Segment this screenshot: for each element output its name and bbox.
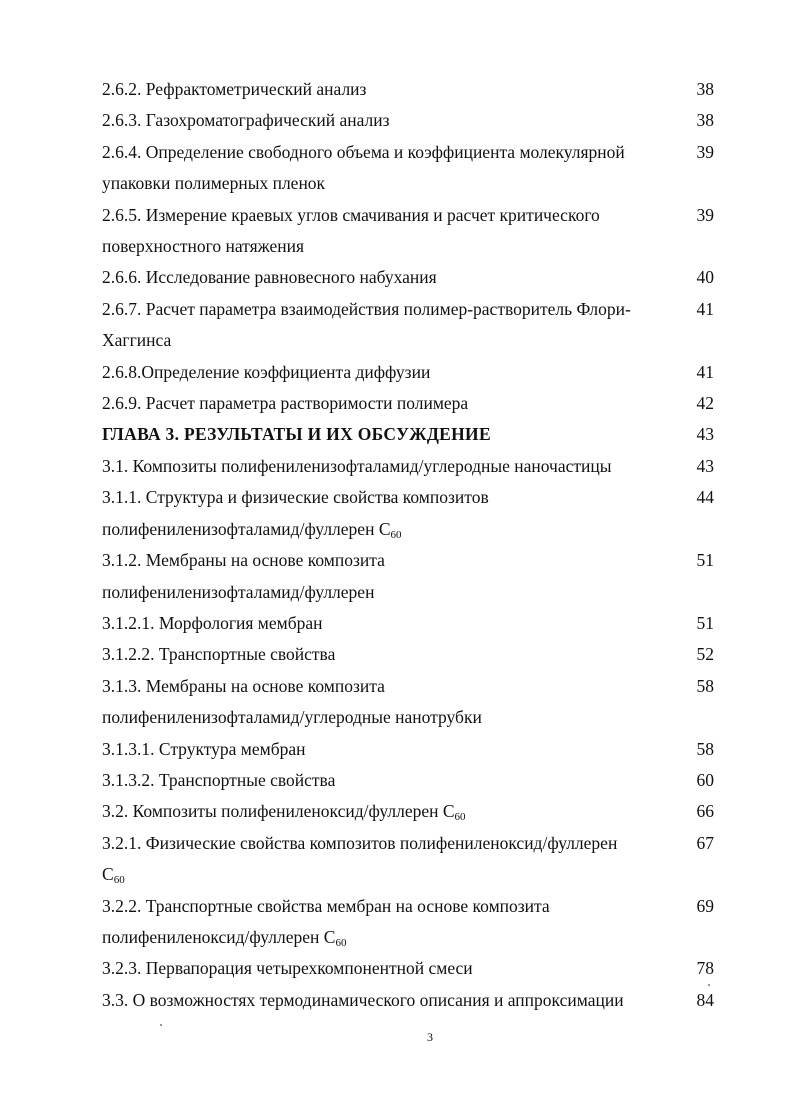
toc-entry-title: 3.3. О возможностях термодинамического описания и аппроксимации [102,989,624,1010]
toc-entry-page: 69 [696,895,714,916]
toc-entry-3-1 [102,451,714,482]
toc-entry-title: 3.1.2.2. Транспортные свойства [102,644,336,665]
scan-speck [160,1024,162,1026]
toc-entry-title: 3.1.3.2. Транспортные свойства [102,769,336,790]
toc-entry-title-continuation: полифениленизофталамид/фуллерен $C_{60}$ [102,518,402,541]
toc-entry-title: 3.1.2.1. Морфология мембран [102,612,323,633]
toc-entry-2-6-5 [102,200,714,263]
toc-entry-page: 43 [696,455,714,476]
toc-entry-title: 2.6.3. Газохроматографический анализ [102,110,390,131]
toc-entry-page: 58 [696,675,714,696]
toc-entry-3-3 [102,985,714,1016]
toc-entry-title: 3.1. Композиты полифениленизофталамид/углеродные наночастицы [102,455,612,476]
toc-entry-page: 44 [696,487,714,508]
toc-entry-3-2 [102,796,714,827]
toc-entry-page: 39 [696,141,714,162]
toc-entry-title-continuation: полифениленоксид/фуллерен $C_{60}$ [102,926,347,949]
toc-entry-title: 2.6.6. Исследование равновесного набухания [102,267,437,288]
toc-entry-title-continuation: полифениленизофталамид/фуллерен [102,581,375,602]
toc-entry-title: 2.6.8.Определение коэффициента диффузии [102,361,431,382]
toc-entry-page: 41 [696,298,714,319]
toc-entry-title: 2.6.4. Определение свободного объема и коэффициента молекулярной [102,141,625,162]
toc-entry-title: 2.6.7. Расчет параметра взаимодействия полимер-растворитель Флори- [102,298,631,319]
toc-entry-page: 43 [696,424,714,445]
toc-entry-page: 51 [696,550,714,571]
toc-entry-title-continuation: Хаггинса [102,330,172,351]
toc-entry-page: 67 [696,832,714,853]
subscript: 60 [454,811,466,824]
toc-entry-2-6-9 [102,388,714,419]
toc-entry-title-continuation: поверхностного натяжения [102,236,305,257]
toc-entry-title: 3.1.2. Мембраны на основе композита [102,550,385,571]
toc-entry-page: 42 [696,393,714,414]
subscript: 60 [113,874,125,887]
toc-entry-page: 41 [696,361,714,382]
toc-entry-page: 51 [696,612,714,633]
toc-entry-3-2-3 [102,953,714,984]
toc-entry-3-1-3-1 [102,734,714,765]
toc-entry-title: 3.1.3.1. Структура мембран [102,738,306,759]
toc-entry-page: 60 [696,769,714,790]
subscript: 60 [390,528,402,541]
toc-entry-title: 3.1.1. Структура и физические свойства композитов [102,487,489,508]
toc-entry-3-1-2-2 [102,639,714,670]
toc-entry-page: 84 [696,989,714,1010]
toc-entry-2-6-4 [102,137,714,200]
toc-entry-title: 2.6.2. Рефрактометрический анализ [102,79,367,99]
toc-entry-2-6-6 [102,262,714,293]
toc-entry-page: 38 [696,110,714,131]
toc-entry-title: 3.1.3. Мембраны на основе композита [102,675,385,696]
toc-entry-title: 3.2.2. Транспортные свойства мембран на основе композита [102,895,550,916]
subscript: 60 [335,936,347,949]
toc-entry-3-1-2-1 [102,608,714,639]
table-of-contents [102,74,714,1016]
scan-speck [708,984,710,986]
toc-entry-page: 52 [696,644,714,665]
toc-entry-title-continuation: упаковки полимерных пленок [102,173,326,194]
toc-entry-title-continuation: $C_{60}$ [102,864,125,887]
toc-entry-page: 38 [696,79,714,99]
toc-entry-2-6-2 [102,74,714,105]
toc-entry-page: 66 [696,801,714,822]
toc-entry-2-6-7 [102,294,714,357]
toc-entry-3-1-1 [102,482,714,545]
toc-entry-title: 2.6.5. Измерение краевых углов смачивания и расчет критического [102,204,600,225]
toc-entry-title: 3.2. Композиты полифениленоксид/фуллерен $C_{60}$ [102,801,466,824]
toc-entry-2-6-3 [102,105,714,136]
toc-entry-chapter-3 [102,419,714,450]
toc-entry-page: 40 [696,267,714,288]
toc-entry-3-1-2 [102,545,714,608]
toc-entry-title: 3.2.1. Физические свойства композитов полифениленоксид/фуллерен [102,832,618,853]
toc-entry-page: 39 [696,204,714,225]
page-number: 3 [427,1030,433,1044]
toc-entry-title: 3.2.3. Первапорация четырехкомпонентной смеси [102,958,473,979]
toc-entry-page: 58 [696,738,714,759]
toc-entry-3-2-2 [102,891,714,954]
toc-entry-3-1-3 [102,671,714,734]
toc-entry-3-1-3-2 [102,765,714,796]
toc-chapter-heading: ГЛАВА 3. РЕЗУЛЬТАТЫ И ИХ ОБСУЖДЕНИЕ [102,424,491,445]
toc-entry-title-continuation: полифениленизофталамид/углеродные нанотрубки [102,707,482,728]
toc-entry-title: 2.6.9. Расчет параметра растворимости полимера [102,393,469,414]
toc-entry-2-6-8 [102,357,714,388]
toc-entry-page: 78 [696,958,714,979]
toc-entry-3-2-1 [102,828,714,891]
